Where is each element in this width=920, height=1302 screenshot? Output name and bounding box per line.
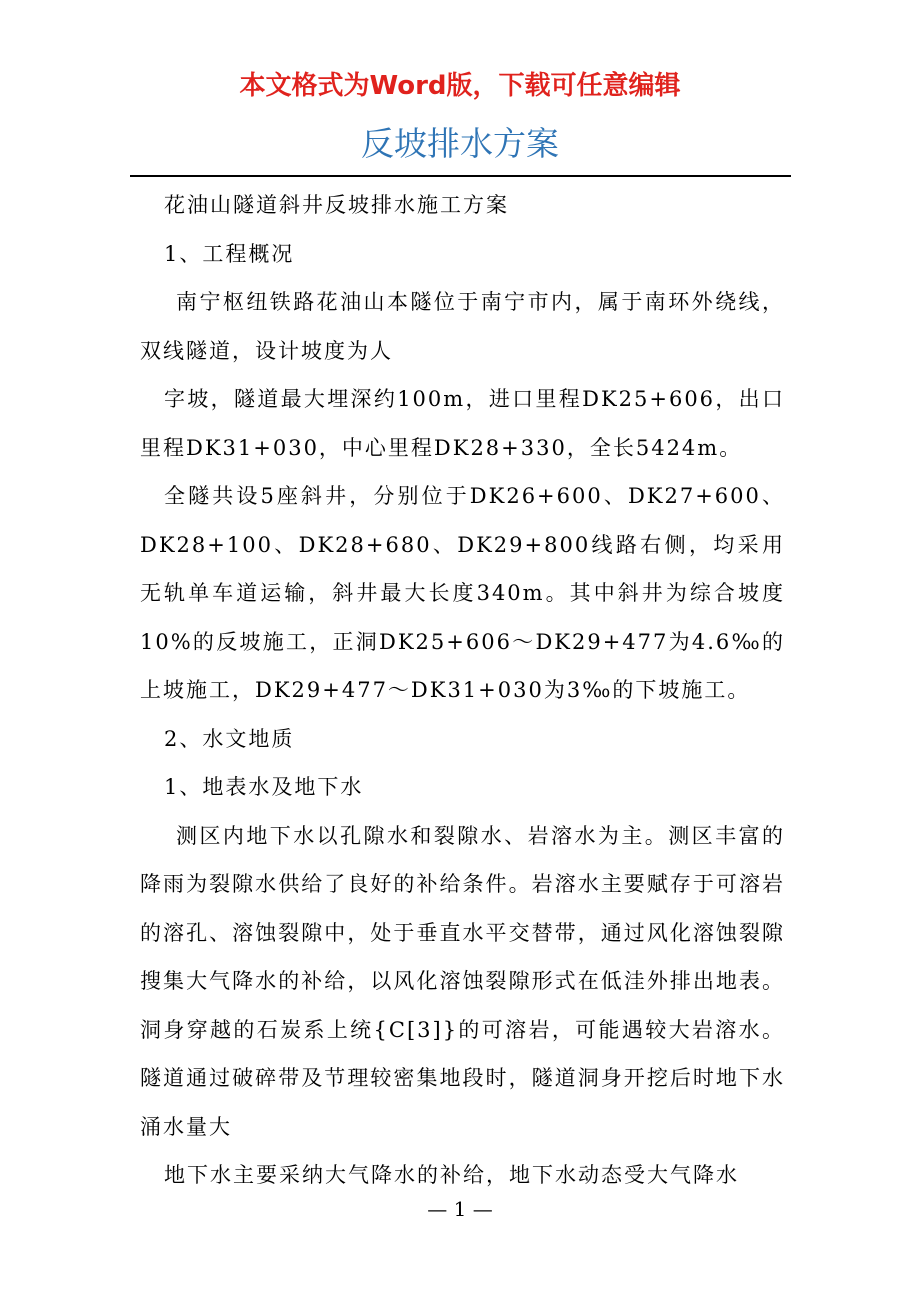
document-body [140, 181, 785, 1200]
paragraph-groundwater: 测区内地下水以孔隙水和裂隙水、岩溶水为主。测区丰富的降雨为裂隙水供给了良好的补给条件。岩溶水主要赋存于可溶岩的溶孔、溶蚀裂隙中，处于垂直水平交替带，通过风化溶蚀裂隙搜集大气降水的补给，以风化溶蚀裂隙形式在低洼外排出地表。洞身穿越的石炭系上统{C[3]}的可溶岩，可能遇较大岩溶水。隧道通过破碎带及节理较密集地段时，隧道洞身开挖后时地下水涌水量大 [140, 823, 785, 1139]
paragraph-overview-1: 南宁枢纽铁路花油山本隧位于南宁市内，属于南环外绕线，双线隧道，设计坡度为人 [140, 290, 785, 363]
paragraph-recharge: 地下水主要采纳大气降水的补给，地下水动态受大气降水 [164, 1163, 739, 1187]
heading-hydrogeology: 2、水文地质 [164, 726, 295, 751]
download-banner: 本文格式为Word版，下载可任意编辑 [239, 71, 681, 101]
heading-surface-groundwater: 1、地表水及地下水 [164, 775, 364, 799]
title-divider [130, 175, 791, 177]
document-title: 反坡排水方案 [361, 124, 559, 163]
paragraph-inclined-shafts: 全隧共设5座斜井，分别位于DK26+600、DK27+600、DK28+100、DK28+680、DK29+800线路右侧，均采用无轨单车道运输，斜井最大长度340m。其中斜井为综合坡度10%的反坡施工，正洞DK25+606～DK29+477为4.6‰的上坡施工，DK29+477～DK31+030为3‰的下坡施工。 [140, 484, 785, 702]
paragraph-subtitle: 花油山隧道斜井反坡排水施工方案 [164, 193, 509, 217]
page-number: — 1 — [427, 1197, 493, 1221]
heading-project-overview: 1、工程概况 [164, 241, 295, 266]
paragraph-overview-2: 字坡，隧道最大埋深约100m，进口里程DK25+606，出口里程DK31+030，中心里程DK28+330，全长5424m。 [140, 387, 785, 460]
